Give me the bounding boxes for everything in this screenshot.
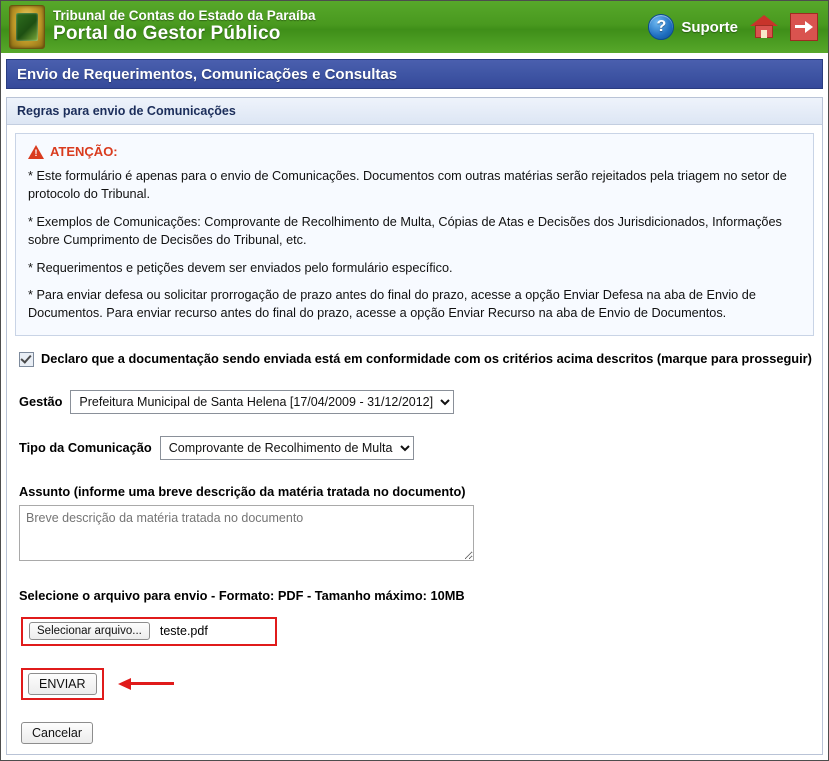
rule-item: * Requerimentos e petições devem ser enviados pelo formulário específico. [28, 260, 453, 275]
assunto-textarea[interactable] [19, 505, 474, 561]
home-door [761, 30, 767, 38]
rule-item: * Exemplos de Comunicações: Comprovante de Recolhimento de Multa, Cópias de Atas e Decisões dos Jurisdicionados, Informações sobre Cumprimento de Decisões do Tribunal, etc. [28, 214, 782, 248]
tipo-comunicacao-select[interactable] [160, 436, 414, 460]
rule-item: * Para enviar defesa ou solicitar prorrogação de prazo antes do final do prazo, acesse a opção Enviar Defesa na aba de Envio de Documentos. Para enviar recurso antes do final do prazo, acesse a opção Enviar Recurso na aba de Envio de Documentos. [28, 288, 756, 321]
submit-highlight [21, 668, 104, 700]
exit-icon[interactable] [790, 13, 818, 41]
arrow-shaft [130, 682, 174, 685]
warning-row [28, 144, 801, 159]
support-button[interactable] [648, 14, 738, 40]
question-circle-icon: ? [648, 14, 674, 40]
declaration-row[interactable] [19, 350, 812, 368]
org-line-1: Tribunal de Contas do Estado da Paraíba [53, 8, 316, 24]
header-actions [648, 13, 818, 41]
cancel-row [21, 722, 822, 744]
rule-item: * Este formulário é apenas para o envio de Comunicações. Documentos com outras matérias serão rejeitados pela triagem no setor de protocolo do Tribunal. [28, 169, 787, 202]
panel-header: Regras para envio de Comunicações [7, 98, 822, 125]
browse-file-button[interactable]: Selecionar arquivo... [29, 622, 150, 640]
home-icon[interactable] [750, 14, 778, 40]
app-header [1, 1, 828, 53]
coat-of-arms-icon [9, 5, 45, 49]
warning-triangle-icon [28, 145, 44, 159]
file-label: Selecione o arquivo para envio - Formato: PDF - Tamanho máximo: 10MB [19, 587, 465, 603]
declaration-label: Declaro que a documentação sendo enviada está em conformidade com os critérios acima descritos (marque para prosseguir) [41, 350, 812, 366]
rules-box [15, 133, 814, 336]
file-input-row[interactable] [21, 617, 277, 646]
assunto-label: Assunto (informe uma breve descrição da matéria tratada no documento) [19, 483, 466, 499]
brand-titles [53, 9, 316, 45]
selected-file-name: teste.pdf [159, 624, 208, 639]
tipo-comunicacao-row [19, 436, 822, 460]
submit-row [21, 668, 822, 700]
gestao-select[interactable] [70, 390, 454, 414]
declaration-checkbox[interactable] [19, 352, 34, 367]
cancelar-button[interactable]: Cancelar [21, 722, 93, 744]
support-label: Suporte [681, 18, 738, 36]
tipo-comunicacao-label: Tipo da Comunicação [19, 440, 152, 456]
page-title: Envio de Requerimentos, Comunicações e Consultas [17, 65, 398, 83]
gestao-row [19, 390, 822, 414]
org-line-2: Portal do Gestor Público [53, 22, 281, 44]
annotation-arrow-icon [118, 678, 174, 690]
main-panel [6, 97, 823, 755]
gestao-label: Gestão [19, 394, 63, 410]
page-title-bar [6, 59, 823, 89]
warning-label: ATENÇÃO: [50, 144, 118, 159]
enviar-button[interactable]: ENVIAR [28, 673, 97, 695]
